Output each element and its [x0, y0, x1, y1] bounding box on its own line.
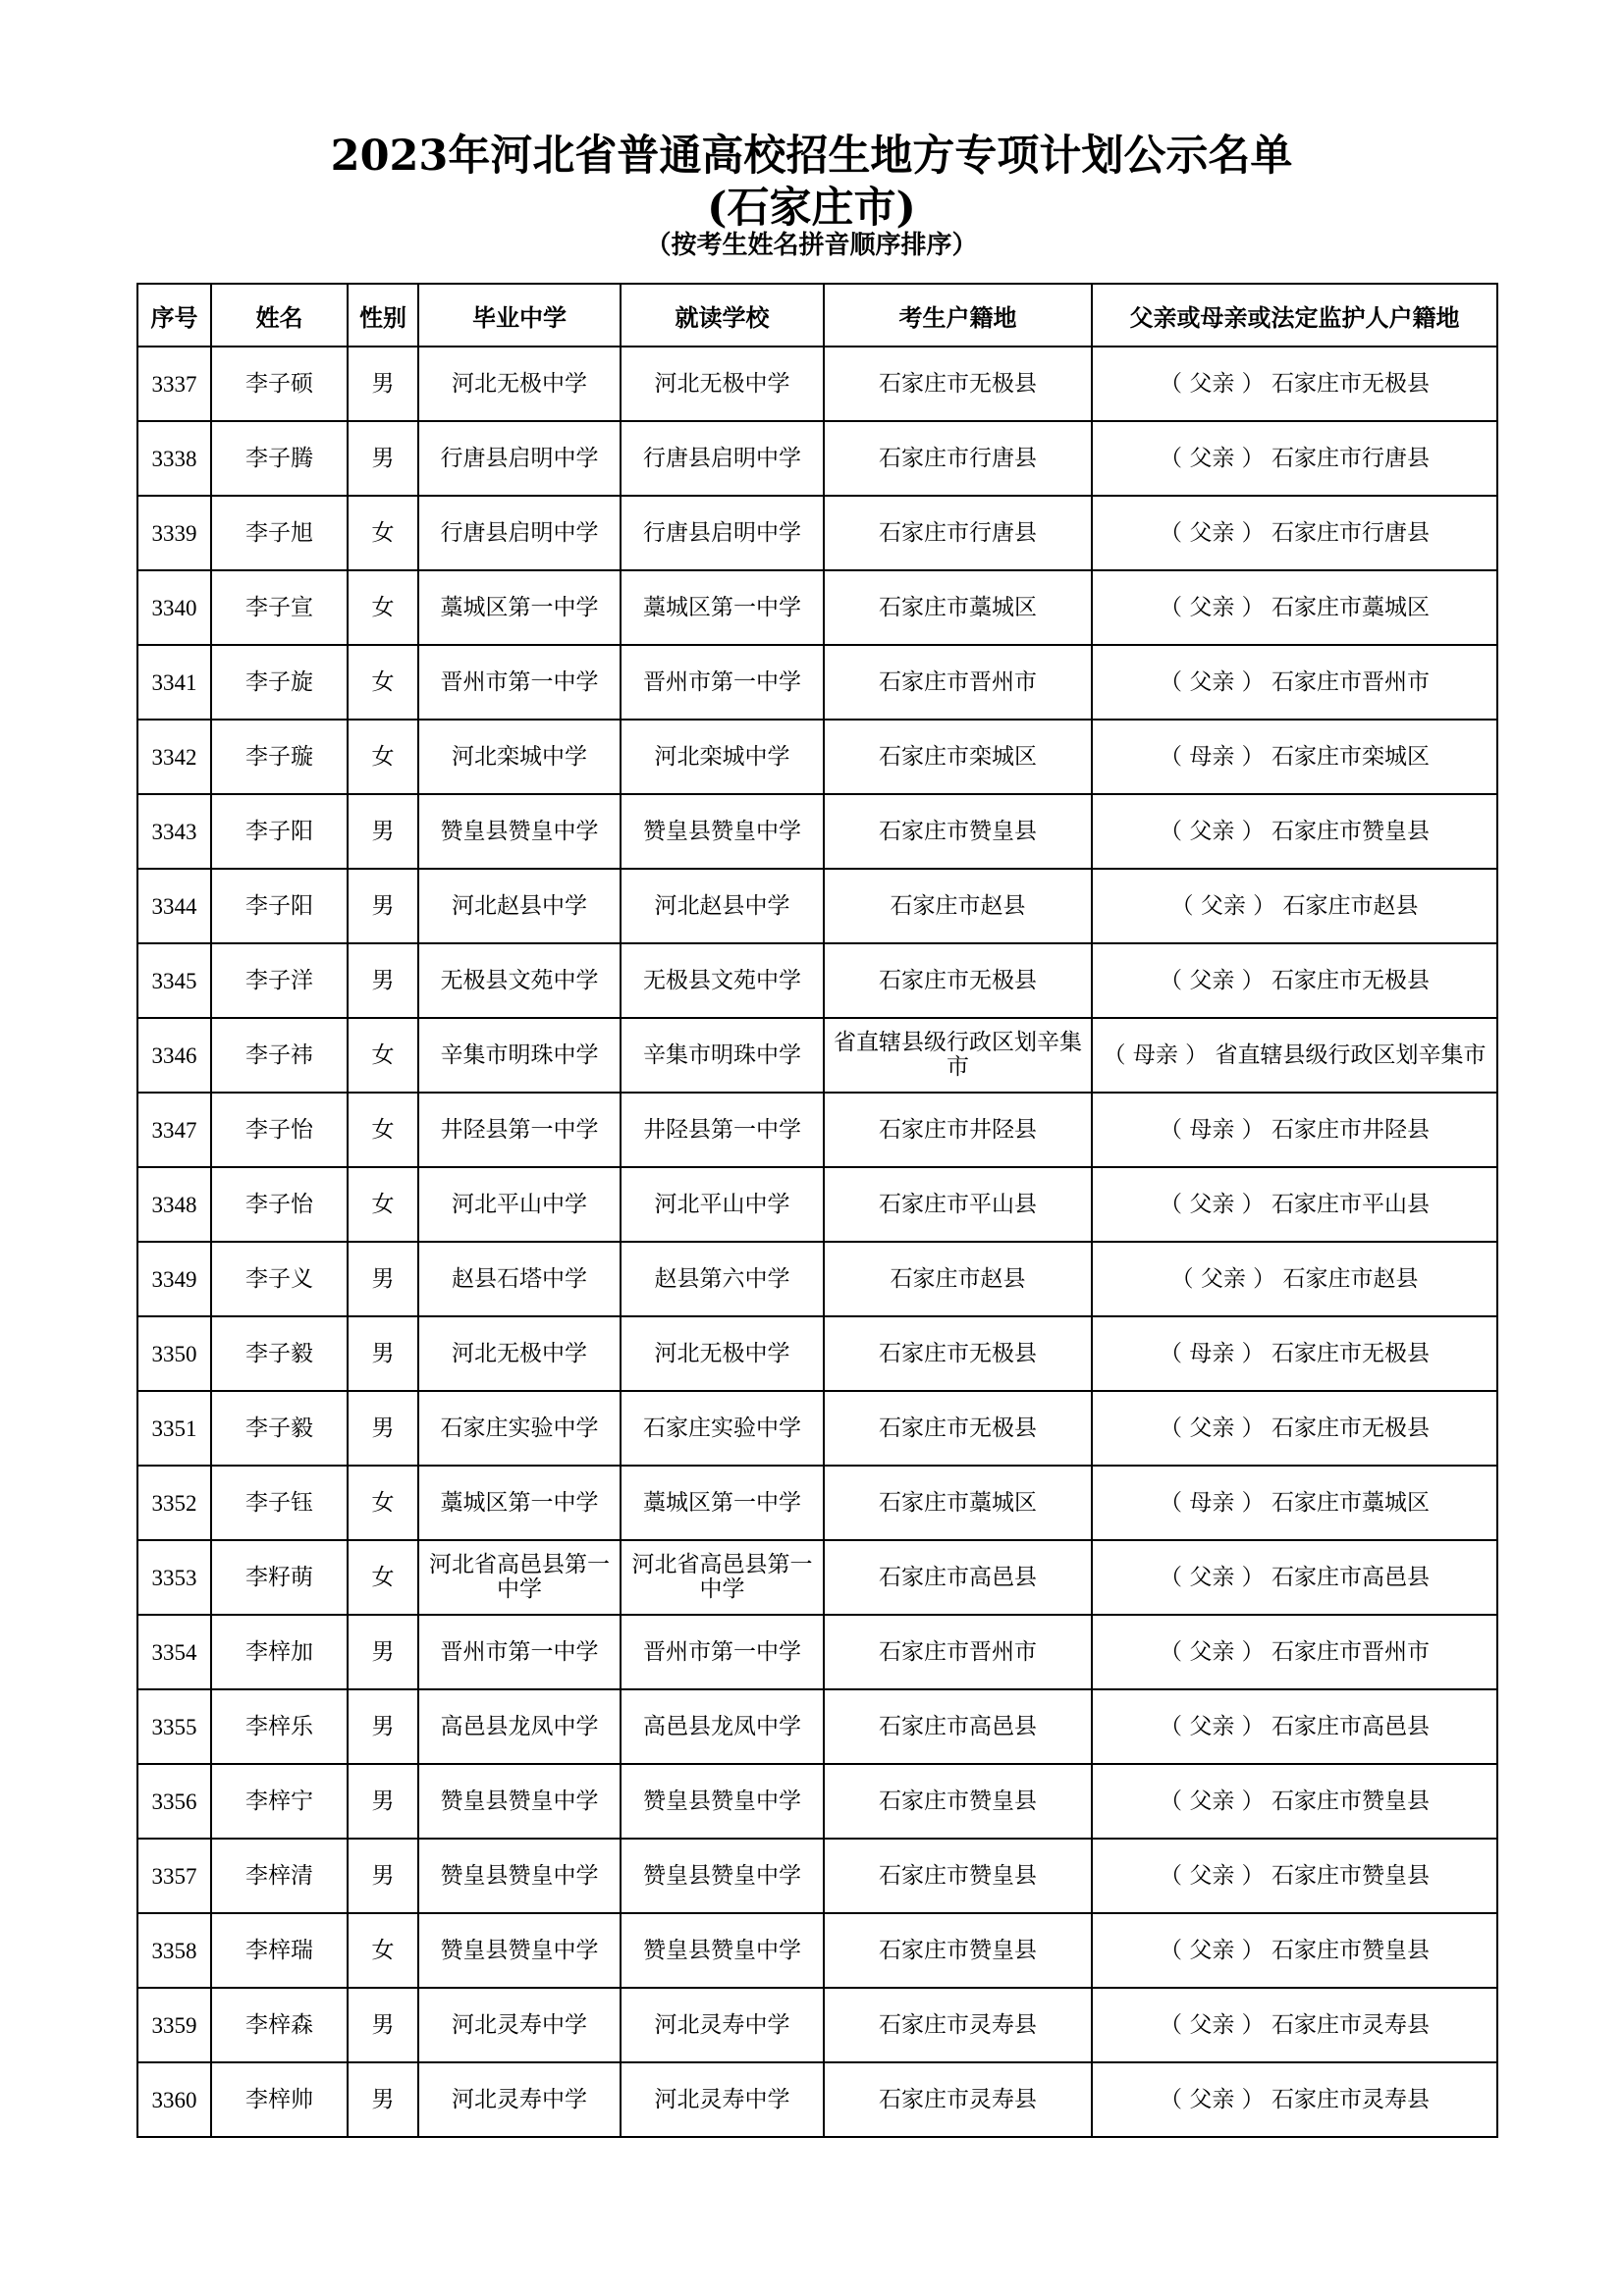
- graduation-school-cell: 晋州市第一中学: [418, 1615, 621, 1689]
- graduation-school-cell: 赞皇县赞皇中学: [418, 1764, 621, 1839]
- graduation-school-cell: 河北省高邑县第一中学: [418, 1540, 621, 1615]
- graduation-school-cell: 辛集市明珠中学: [418, 1018, 621, 1093]
- current-school-cell: 河北平山中学: [621, 1167, 824, 1242]
- gender-cell: 男: [348, 1839, 418, 1913]
- household-registration-cell: 石家庄市行唐县: [824, 496, 1092, 570]
- name-cell: 李梓清: [211, 1839, 348, 1913]
- current-school-cell: 河北无极中学: [621, 1316, 824, 1391]
- column-header-gender: 性别: [348, 284, 418, 347]
- household-registration-cell: 石家庄市赞皇县: [824, 1913, 1092, 1988]
- household-registration-cell: 石家庄市灵寿县: [824, 1988, 1092, 2062]
- guardian-registration-cell: （ 父亲 ） 石家庄市无极县: [1092, 1391, 1497, 1466]
- graduation-school-cell: 河北栾城中学: [418, 720, 621, 794]
- guardian-registration-cell: （ 母亲 ） 石家庄市无极县: [1092, 1316, 1497, 1391]
- guardian-registration-cell: （ 父亲 ） 石家庄市行唐县: [1092, 421, 1497, 496]
- name-cell: 李子钰: [211, 1466, 348, 1540]
- table-row: [137, 1018, 1497, 1093]
- current-school-cell: 赞皇县赞皇中学: [621, 794, 824, 869]
- graduation-school-cell: 河北灵寿中学: [418, 2062, 621, 2137]
- table-body: [137, 347, 1497, 2137]
- seq-cell: 3344: [137, 869, 211, 943]
- header-row: [137, 284, 1497, 347]
- sort-note: （按考生姓名拼音顺序排序）: [645, 231, 978, 260]
- table-row: [137, 1913, 1497, 1988]
- seq-cell: 3350: [137, 1316, 211, 1391]
- table-row: [137, 1839, 1497, 1913]
- guardian-registration-cell: （ 父亲 ） 石家庄市藁城区: [1092, 570, 1497, 645]
- current-school-cell: 赞皇县赞皇中学: [621, 1764, 824, 1839]
- seq-cell: 3360: [137, 2062, 211, 2137]
- current-school-cell: 河北无极中学: [621, 347, 824, 421]
- current-school-cell: 晋州市第一中学: [621, 645, 824, 720]
- seq-cell: 3341: [137, 645, 211, 720]
- current-school-cell: 辛集市明珠中学: [621, 1018, 824, 1093]
- name-cell: 李子旋: [211, 645, 348, 720]
- seq-cell: 3339: [137, 496, 211, 570]
- guardian-registration-cell: （ 父亲 ） 石家庄市无极县: [1092, 347, 1497, 421]
- gender-cell: 女: [348, 1540, 418, 1615]
- graduation-school-cell: 河北灵寿中学: [418, 1988, 621, 2062]
- seq-cell: 3346: [137, 1018, 211, 1093]
- guardian-registration-cell: （ 父亲 ） 石家庄市晋州市: [1092, 1615, 1497, 1689]
- guardian-registration-cell: （ 母亲 ） 省直辖县级行政区划辛集市: [1092, 1018, 1497, 1093]
- gender-cell: 男: [348, 794, 418, 869]
- current-school-cell: 赞皇县赞皇中学: [621, 1839, 824, 1913]
- seq-cell: 3356: [137, 1764, 211, 1839]
- household-registration-cell: 石家庄市栾城区: [824, 720, 1092, 794]
- table-row: [137, 1764, 1497, 1839]
- seq-cell: 3359: [137, 1988, 211, 2062]
- current-school-cell: 赞皇县赞皇中学: [621, 1913, 824, 1988]
- current-school-cell: 藁城区第一中学: [621, 570, 824, 645]
- household-registration-cell: 石家庄市高邑县: [824, 1540, 1092, 1615]
- name-cell: 李梓瑞: [211, 1913, 348, 1988]
- household-registration-cell: 石家庄市藁城区: [824, 1466, 1092, 1540]
- gender-cell: 女: [348, 645, 418, 720]
- graduation-school-cell: 赞皇县赞皇中学: [418, 1913, 621, 1988]
- name-cell: 李子硕: [211, 347, 348, 421]
- guardian-registration-cell: （ 父亲 ） 石家庄市晋州市: [1092, 645, 1497, 720]
- table-row: [137, 1316, 1497, 1391]
- column-header-guardian-registration: 父亲或母亲或法定监护人户籍地: [1092, 284, 1497, 347]
- household-registration-cell: 石家庄市晋州市: [824, 645, 1092, 720]
- household-registration-cell: 石家庄市赞皇县: [824, 1839, 1092, 1913]
- name-cell: 李梓帅: [211, 2062, 348, 2137]
- table-row: [137, 570, 1497, 645]
- table-row: [137, 1242, 1497, 1316]
- guardian-registration-cell: （ 母亲 ） 石家庄市井陉县: [1092, 1093, 1497, 1167]
- graduation-school-cell: 高邑县龙凤中学: [418, 1689, 621, 1764]
- guardian-registration-cell: （ 父亲 ） 石家庄市赞皇县: [1092, 1913, 1497, 1988]
- seq-cell: 3352: [137, 1466, 211, 1540]
- seq-cell: 3337: [137, 347, 211, 421]
- name-cell: 李籽萌: [211, 1540, 348, 1615]
- table-row: [137, 2062, 1497, 2137]
- document-title: 2023年河北省普通高校招生地方专项计划公示名单: [330, 132, 1293, 181]
- name-cell: 李子义: [211, 1242, 348, 1316]
- current-school-cell: 河北省高邑县第一中学: [621, 1540, 824, 1615]
- current-school-cell: 高邑县龙凤中学: [621, 1689, 824, 1764]
- gender-cell: 男: [348, 1764, 418, 1839]
- graduation-school-cell: 赞皇县赞皇中学: [418, 794, 621, 869]
- seq-cell: 3349: [137, 1242, 211, 1316]
- table-row: [137, 421, 1497, 496]
- graduation-school-cell: 藁城区第一中学: [418, 1466, 621, 1540]
- name-cell: 李子洋: [211, 943, 348, 1018]
- guardian-registration-cell: （ 父亲 ） 石家庄市赵县: [1092, 1242, 1497, 1316]
- table-header: [137, 284, 1497, 347]
- gender-cell: 女: [348, 1093, 418, 1167]
- table-row: [137, 1540, 1497, 1615]
- guardian-registration-cell: （ 父亲 ） 石家庄市高邑县: [1092, 1689, 1497, 1764]
- current-school-cell: 河北栾城中学: [621, 720, 824, 794]
- graduation-school-cell: 赵县石塔中学: [418, 1242, 621, 1316]
- graduation-school-cell: 赞皇县赞皇中学: [418, 1839, 621, 1913]
- gender-cell: 男: [348, 1242, 418, 1316]
- graduation-school-cell: 石家庄实验中学: [418, 1391, 621, 1466]
- seq-cell: 3338: [137, 421, 211, 496]
- name-cell: 李子旭: [211, 496, 348, 570]
- current-school-cell: 河北灵寿中学: [621, 1988, 824, 2062]
- gender-cell: 男: [348, 1689, 418, 1764]
- seq-cell: 3347: [137, 1093, 211, 1167]
- gender-cell: 男: [348, 1316, 418, 1391]
- household-registration-cell: 石家庄市赵县: [824, 1242, 1092, 1316]
- household-registration-cell: 石家庄市晋州市: [824, 1615, 1092, 1689]
- current-school-cell: 藁城区第一中学: [621, 1466, 824, 1540]
- household-registration-cell: 石家庄市平山县: [824, 1167, 1092, 1242]
- gender-cell: 男: [348, 421, 418, 496]
- guardian-registration-cell: （ 父亲 ） 石家庄市平山县: [1092, 1167, 1497, 1242]
- gender-cell: 男: [348, 2062, 418, 2137]
- graduation-school-cell: 河北无极中学: [418, 347, 621, 421]
- graduation-school-cell: 行唐县启明中学: [418, 496, 621, 570]
- current-school-cell: 河北灵寿中学: [621, 2062, 824, 2137]
- seq-cell: 3354: [137, 1615, 211, 1689]
- household-registration-cell: 石家庄市赵县: [824, 869, 1092, 943]
- guardian-registration-cell: （ 父亲 ） 石家庄市赞皇县: [1092, 1764, 1497, 1839]
- gender-cell: 女: [348, 1913, 418, 1988]
- column-header-household-registration: 考生户籍地: [824, 284, 1092, 347]
- name-cell: 李梓宁: [211, 1764, 348, 1839]
- graduation-school-cell: 藁城区第一中学: [418, 570, 621, 645]
- household-registration-cell: 石家庄市行唐县: [824, 421, 1092, 496]
- current-school-cell: 河北赵县中学: [621, 869, 824, 943]
- seq-cell: 3348: [137, 1167, 211, 1242]
- table-row: [137, 347, 1497, 421]
- household-registration-cell: 石家庄市藁城区: [824, 570, 1092, 645]
- table-row: [137, 1466, 1497, 1540]
- current-school-cell: 晋州市第一中学: [621, 1615, 824, 1689]
- name-cell: 李子腾: [211, 421, 348, 496]
- table-row: [137, 1988, 1497, 2062]
- graduation-school-cell: 无极县文苑中学: [418, 943, 621, 1018]
- gender-cell: 女: [348, 1018, 418, 1093]
- seq-cell: 3358: [137, 1913, 211, 1988]
- name-cell: 李梓加: [211, 1615, 348, 1689]
- graduation-school-cell: 河北无极中学: [418, 1316, 621, 1391]
- name-cell: 李子祎: [211, 1018, 348, 1093]
- guardian-registration-cell: （ 父亲 ） 石家庄市高邑县: [1092, 1540, 1497, 1615]
- gender-cell: 男: [348, 1391, 418, 1466]
- guardian-registration-cell: （ 父亲 ） 石家庄市赞皇县: [1092, 794, 1497, 869]
- table-row: [137, 794, 1497, 869]
- table-row: [137, 1093, 1497, 1167]
- current-school-cell: 行唐县启明中学: [621, 496, 824, 570]
- graduation-school-cell: 河北平山中学: [418, 1167, 621, 1242]
- current-school-cell: 行唐县启明中学: [621, 421, 824, 496]
- gender-cell: 男: [348, 943, 418, 1018]
- gender-cell: 男: [348, 1615, 418, 1689]
- gender-cell: 女: [348, 570, 418, 645]
- gender-cell: 女: [348, 1167, 418, 1242]
- guardian-registration-cell: （ 母亲 ） 石家庄市栾城区: [1092, 720, 1497, 794]
- name-cell: 李子怡: [211, 1167, 348, 1242]
- table-row: [137, 1167, 1497, 1242]
- graduation-school-cell: 井陉县第一中学: [418, 1093, 621, 1167]
- name-cell: 李梓森: [211, 1988, 348, 2062]
- household-registration-cell: 石家庄市无极县: [824, 1316, 1092, 1391]
- current-school-cell: 无极县文苑中学: [621, 943, 824, 1018]
- household-registration-cell: 石家庄市无极县: [824, 943, 1092, 1018]
- table-row: [137, 1391, 1497, 1466]
- household-registration-cell: 石家庄市高邑县: [824, 1689, 1092, 1764]
- name-cell: 李子宣: [211, 570, 348, 645]
- table-row: [137, 869, 1497, 943]
- guardian-registration-cell: （ 父亲 ） 石家庄市灵寿县: [1092, 2062, 1497, 2137]
- seq-cell: 3355: [137, 1689, 211, 1764]
- seq-cell: 3345: [137, 943, 211, 1018]
- name-cell: 李子阳: [211, 869, 348, 943]
- graduation-school-cell: 晋州市第一中学: [418, 645, 621, 720]
- gender-cell: 女: [348, 1466, 418, 1540]
- name-cell: 李子怡: [211, 1093, 348, 1167]
- guardian-registration-cell: （ 母亲 ） 石家庄市藁城区: [1092, 1466, 1497, 1540]
- seq-cell: 3343: [137, 794, 211, 869]
- table-row: [137, 1689, 1497, 1764]
- household-registration-cell: 石家庄市赞皇县: [824, 1764, 1092, 1839]
- guardian-registration-cell: （ 父亲 ） 石家庄市赞皇县: [1092, 1839, 1497, 1913]
- current-school-cell: 井陉县第一中学: [621, 1093, 824, 1167]
- seq-cell: 3340: [137, 570, 211, 645]
- city-subtitle: (石家庄市): [707, 184, 916, 233]
- name-cell: 李梓乐: [211, 1689, 348, 1764]
- roster-table: [136, 283, 1498, 2138]
- household-registration-cell: 石家庄市无极县: [824, 347, 1092, 421]
- guardian-registration-cell: （ 父亲 ） 石家庄市灵寿县: [1092, 1988, 1497, 2062]
- guardian-registration-cell: （ 父亲 ） 石家庄市无极县: [1092, 943, 1497, 1018]
- column-header-seq: 序号: [137, 284, 211, 347]
- guardian-registration-cell: （ 父亲 ） 石家庄市赵县: [1092, 869, 1497, 943]
- table-row: [137, 496, 1497, 570]
- gender-cell: 女: [348, 496, 418, 570]
- gender-cell: 男: [348, 347, 418, 421]
- column-header-graduation-school: 毕业中学: [418, 284, 621, 347]
- household-registration-cell: 石家庄市灵寿县: [824, 2062, 1092, 2137]
- table-row: [137, 943, 1497, 1018]
- gender-cell: 女: [348, 720, 418, 794]
- name-cell: 李子毅: [211, 1391, 348, 1466]
- household-registration-cell: 石家庄市赞皇县: [824, 794, 1092, 869]
- table-row: [137, 720, 1497, 794]
- household-registration-cell: 石家庄市无极县: [824, 1391, 1092, 1466]
- household-registration-cell: 石家庄市井陉县: [824, 1093, 1092, 1167]
- gender-cell: 男: [348, 1988, 418, 2062]
- name-cell: 李子毅: [211, 1316, 348, 1391]
- seq-cell: 3357: [137, 1839, 211, 1913]
- table-row: [137, 1615, 1497, 1689]
- seq-cell: 3353: [137, 1540, 211, 1615]
- seq-cell: 3342: [137, 720, 211, 794]
- column-header-name: 姓名: [211, 284, 348, 347]
- current-school-cell: 赵县第六中学: [621, 1242, 824, 1316]
- name-cell: 李子阳: [211, 794, 348, 869]
- current-school-cell: 石家庄实验中学: [621, 1391, 824, 1466]
- table-row: [137, 645, 1497, 720]
- gender-cell: 男: [348, 869, 418, 943]
- graduation-school-cell: 河北赵县中学: [418, 869, 621, 943]
- column-header-current-school: 就读学校: [621, 284, 824, 347]
- guardian-registration-cell: （ 父亲 ） 石家庄市行唐县: [1092, 496, 1497, 570]
- household-registration-cell: 省直辖县级行政区划辛集市: [824, 1018, 1092, 1093]
- name-cell: 李子璇: [211, 720, 348, 794]
- graduation-school-cell: 行唐县启明中学: [418, 421, 621, 496]
- seq-cell: 3351: [137, 1391, 211, 1466]
